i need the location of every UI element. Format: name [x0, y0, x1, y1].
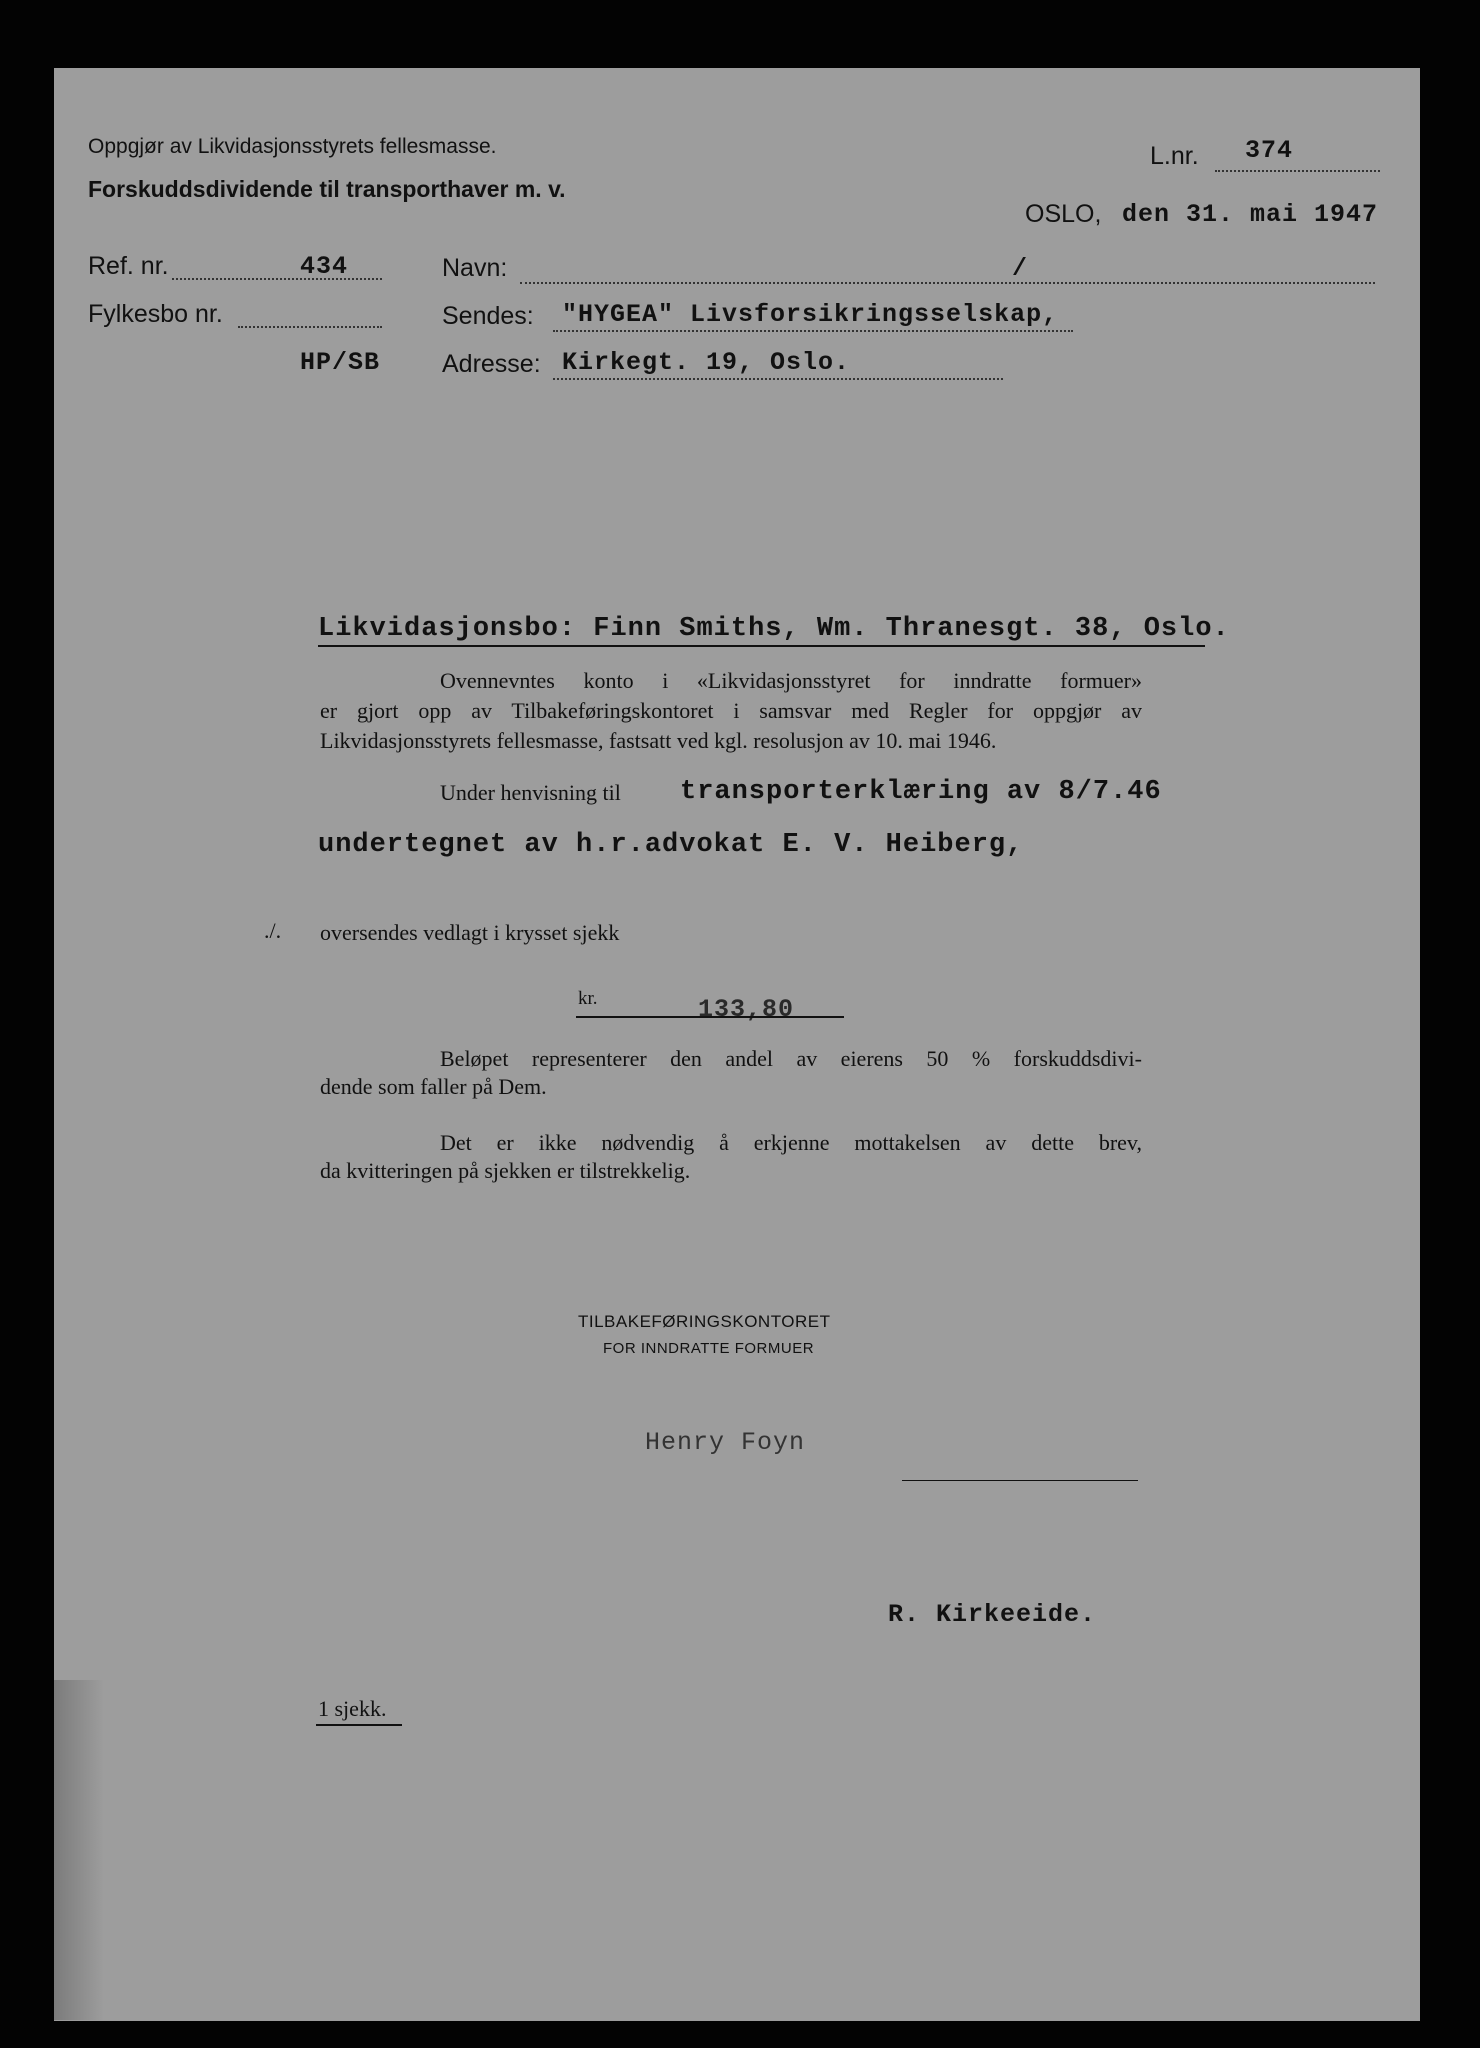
enclosure: 1 sjekk.	[318, 1696, 387, 1721]
para3-line1: Beløpet representerer den andel av eierens 50 % forskuddsdivi-	[440, 1046, 1142, 1071]
signature-line	[902, 1480, 1138, 1481]
letter-date: den 31. mai 1947	[1122, 200, 1379, 229]
amount-underline	[576, 1016, 844, 1018]
signer2: R. Kirkeeide.	[888, 1600, 1097, 1629]
lnr-label: L.nr.	[1150, 142, 1199, 170]
para4-line1: Det er ikke nødvendig å erkjenne mottakelsen av dette brev,	[440, 1130, 1142, 1155]
header-line2: Forskuddsdividende til transporthaver m. v.	[88, 176, 566, 202]
para2-prefix: Under henvisning til	[440, 780, 621, 805]
navn-dotted-line	[520, 282, 1375, 284]
oversendes-line: oversendes vedlagt i krysset sjekk	[320, 920, 620, 945]
adresse-label: Adresse:	[442, 350, 541, 378]
navn-value: /	[1012, 254, 1029, 283]
para1-line2: er gjort opp av Tilbakeføringskontoret i samsvar med Regler for oppgjør av	[320, 698, 1142, 723]
enclosure-underline	[316, 1724, 402, 1726]
para1-line3: Likvidasjonsstyrets fellesmasse, fastsatt ved kgl. resolusjon av 10. mai 1946.	[320, 728, 997, 753]
fylkesbo-label: Fylkesbo nr.	[88, 300, 223, 328]
adresse-dotted-line	[553, 378, 1003, 380]
para3-line2: dende som faller på Dem.	[320, 1074, 547, 1099]
para2-typed: transporterklæring av 8/7.46	[680, 777, 1162, 807]
ref-label: Ref. nr.	[88, 252, 169, 280]
lnr-dotted-line	[1215, 170, 1380, 172]
page-edge-shadow	[54, 1680, 104, 2020]
office-line1: TILBAKEFØRINGSKONTORET	[578, 1312, 831, 1331]
check-mark: ./.	[264, 918, 282, 943]
kr-label: kr.	[578, 988, 598, 1009]
office-line2: FOR INNDRATTE FORMUER	[603, 1340, 815, 1357]
sendes-value: "HYGEA" Livsforsikringsselskap,	[562, 300, 1059, 329]
sendes-label: Sendes:	[442, 302, 534, 330]
signer1: Henry Foyn	[645, 1428, 806, 1457]
header-line1: Oppgjør av Likvidasjonsstyrets fellesmasse.	[88, 135, 497, 158]
ref-value: 434	[300, 252, 349, 281]
likvidasjonsbo-line: Likvidasjonsbo: Finn Smiths, Wm. Thranesgt. 38, Oslo.	[318, 614, 1230, 644]
ref-dotted-line	[172, 278, 382, 280]
para4-line2: da kvitteringen på sjekken er tilstrekkelig.	[320, 1158, 691, 1183]
lnr-value: 374	[1245, 136, 1294, 165]
amount-value: 133,80	[698, 995, 795, 1024]
fylkesbo-dotted-line	[238, 326, 382, 328]
place: OSLO,	[1025, 200, 1102, 228]
navn-label: Navn:	[442, 254, 508, 282]
initials: HP/SB	[300, 348, 381, 377]
para1-line1: Ovennevntes konto i «Likvidasjonsstyret for inndratte formuer»	[440, 668, 1142, 693]
adresse-value: Kirkegt. 19, Oslo.	[562, 348, 851, 377]
likvidasjonsbo-underline	[318, 645, 1205, 647]
para2-line2: undertegnet av h.r.advokat E. V. Heiberg,	[318, 830, 1024, 860]
sendes-dotted-line	[553, 330, 1073, 332]
